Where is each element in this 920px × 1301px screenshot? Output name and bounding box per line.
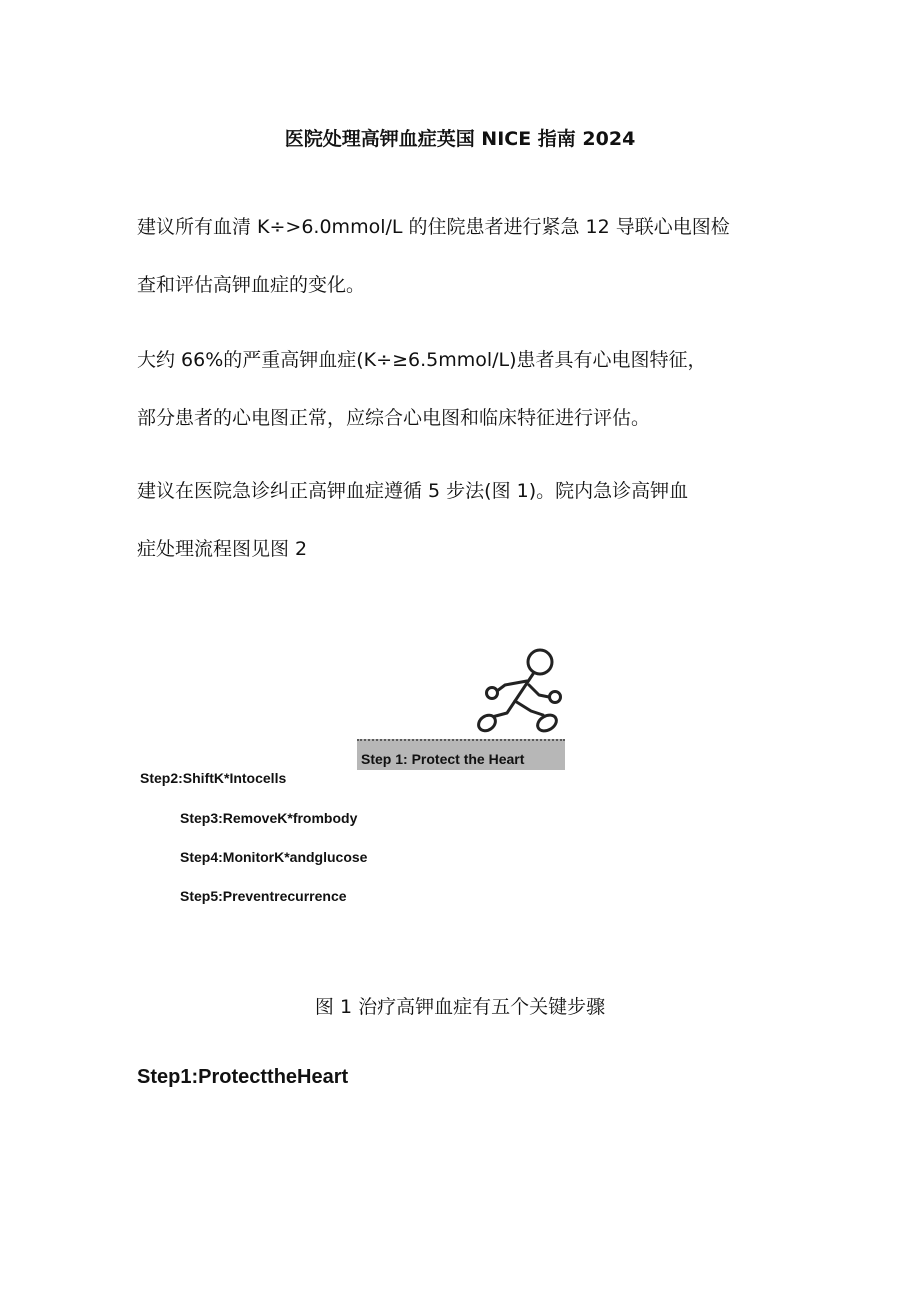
step4-label: Step4:MonitorK*andglucose	[180, 849, 368, 865]
paragraph-line: 查和评估高钾血症的变化。	[137, 274, 366, 296]
paragraph-line: 建议所有血清 K÷>6.0mmol/L 的住院患者进行紧急 12 导联心电图检	[137, 216, 730, 238]
paragraph-line: 症处理流程图见图 2	[137, 538, 308, 560]
figure-head	[528, 650, 552, 674]
paragraph-ecg-features	[137, 331, 777, 447]
paragraph-five-steps	[137, 462, 777, 578]
paragraph-line: 大约 66%的严重高钾血症(K÷≥6.5mmol/L)患者具有心电图特征，	[137, 349, 707, 371]
step5-label: Step5:Preventrecurrence	[180, 888, 347, 904]
step1-banner-label: Step 1: Protect the Heart	[361, 751, 525, 767]
figure-caption: 图 1 治疗高钾血症有五个关键步骤	[314, 996, 606, 1018]
step1-banner	[357, 739, 565, 770]
section-heading: Step1:ProtecttheHeart	[137, 1066, 349, 1088]
paragraph-line: 建议在医院急诊纠正高钾血症遵循 5 步法(图 1)。院内急诊高钾血	[137, 480, 689, 502]
paragraph-line: 部分患者的心电图正常，应综合心电图和临床特征进行评估。	[137, 407, 651, 429]
paragraph-ecg-recommendation	[137, 198, 777, 314]
step3-label: Step3:RemoveK*frombody	[180, 810, 358, 826]
step2-label: Step2:ShiftK*Intocells	[140, 770, 287, 786]
document-title: 医院处理高钾血症英国 NICE 指南 2024	[284, 128, 636, 150]
